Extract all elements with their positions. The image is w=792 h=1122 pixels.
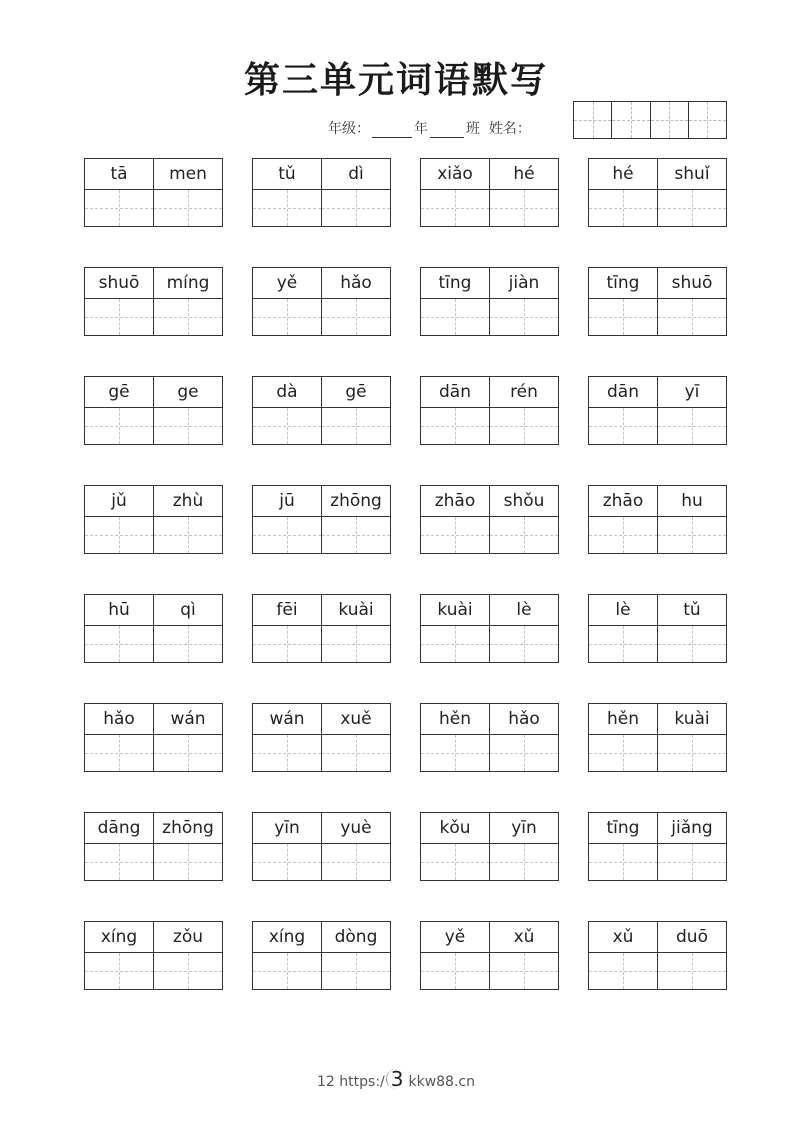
writing-cell[interactable] [322,735,390,771]
char-column [490,159,558,226]
writing-cell[interactable] [85,190,153,226]
pinyin-label: shǒu [490,486,558,517]
writing-cell[interactable] [658,953,726,989]
writing-cell[interactable] [589,517,657,553]
writing-cell[interactable] [322,517,390,553]
word-box [420,921,559,990]
writing-cell[interactable] [253,953,321,989]
char-column [589,159,658,226]
pinyin-label: jǔ [85,486,153,517]
char-column [589,377,658,444]
pinyin-label: xíng [85,922,153,953]
pinyin-label: hu [658,486,726,517]
char-column [154,595,222,662]
writing-cell[interactable] [421,517,489,553]
char-column [658,268,726,335]
word-box [84,812,223,881]
pinyin-label: tā [85,159,153,190]
char-column [85,922,154,989]
name-cell[interactable] [612,102,650,138]
char-column [85,377,154,444]
char-column [658,377,726,444]
char-column [658,922,726,989]
word-box [588,267,727,336]
pinyin-label: xuě [322,704,390,735]
grade-blank[interactable] [372,123,412,138]
word-box [420,812,559,881]
pinyin-label: hū [85,595,153,626]
writing-cell[interactable] [658,299,726,335]
pinyin-label: xiǎo [421,159,489,190]
pinyin-label: shuō [85,268,153,299]
writing-cell[interactable] [421,735,489,771]
writing-cell[interactable] [253,626,321,662]
word-box [588,485,727,554]
char-column [589,813,658,880]
writing-cell[interactable] [253,299,321,335]
writing-cell[interactable] [154,408,222,444]
char-column [490,268,558,335]
char-column [658,159,726,226]
pinyin-label: shuǐ [658,159,726,190]
writing-cell[interactable] [658,517,726,553]
char-column [490,377,558,444]
char-column [421,268,490,335]
pinyin-label: hěn [421,704,489,735]
writing-cell[interactable] [421,953,489,989]
word-box [84,594,223,663]
pinyin-label: wán [154,704,222,735]
pinyin-label: yī [658,377,726,408]
char-column [253,922,322,989]
writing-cell[interactable] [85,517,153,553]
pinyin-label: hǎo [322,268,390,299]
page-number: 3 [386,1069,408,1089]
char-column [322,922,390,989]
name-cell[interactable] [651,102,689,138]
pinyin-label: ge [154,377,222,408]
word-box [84,485,223,554]
writing-cell[interactable] [490,190,558,226]
writing-cell[interactable] [154,517,222,553]
writing-cell[interactable] [589,953,657,989]
word-box [588,594,727,663]
char-column [490,595,558,662]
char-column [154,704,222,771]
pinyin-label: zhōng [154,813,222,844]
char-column [85,704,154,771]
writing-cell[interactable] [253,517,321,553]
writing-cell[interactable] [253,844,321,880]
pinyin-label: dòng [322,922,390,953]
writing-cell[interactable] [154,190,222,226]
word-box [252,594,391,663]
writing-cell[interactable] [658,626,726,662]
writing-cell[interactable] [253,190,321,226]
word-box [252,376,391,445]
writing-cell[interactable] [490,844,558,880]
writing-cell[interactable] [421,626,489,662]
writing-cell[interactable] [658,844,726,880]
char-column [421,377,490,444]
pinyin-label: tǔ [253,159,321,190]
pinyin-label: jiǎng [658,813,726,844]
char-column [253,704,322,771]
pinyin-label: tīng [589,268,657,299]
pinyin-label: tǔ [658,595,726,626]
char-column [589,704,658,771]
writing-cell[interactable] [658,190,726,226]
word-box [420,594,559,663]
writing-cell[interactable] [85,735,153,771]
writing-cell[interactable] [253,408,321,444]
writing-cell[interactable] [490,408,558,444]
char-column [490,922,558,989]
char-column [490,704,558,771]
word-box [420,376,559,445]
pinyin-label: dì [322,159,390,190]
class-blank[interactable] [430,123,464,138]
pinyin-label: míng [154,268,222,299]
pinyin-label: fēi [253,595,321,626]
word-box [84,267,223,336]
pinyin-label: yě [421,922,489,953]
char-column [322,486,390,553]
pinyin-label: zhù [154,486,222,517]
pinyin-label: hǎo [490,704,558,735]
word-box [252,703,391,772]
char-column [85,268,154,335]
writing-cell[interactable] [658,408,726,444]
pinyin-label: qì [154,595,222,626]
writing-cell[interactable] [322,190,390,226]
writing-cell[interactable] [85,953,153,989]
writing-cell[interactable] [85,408,153,444]
writing-cell[interactable] [589,190,657,226]
pinyin-label: xíng [253,922,321,953]
writing-cell[interactable] [322,953,390,989]
char-column [85,159,154,226]
char-column [322,595,390,662]
word-box [420,703,559,772]
pinyin-label: zǒu [154,922,222,953]
pinyin-label: shuō [658,268,726,299]
writing-cell[interactable] [490,735,558,771]
word-box [252,267,391,336]
pinyin-label: kǒu [421,813,489,844]
word-box [588,376,727,445]
char-column [589,922,658,989]
char-column [421,813,490,880]
pinyin-label: hé [589,159,657,190]
word-box [252,158,391,227]
name-cell[interactable] [574,102,612,138]
writing-cell[interactable] [253,735,321,771]
writing-cell[interactable] [154,844,222,880]
char-column [589,486,658,553]
char-column [253,377,322,444]
footer [0,1069,792,1090]
char-column [421,159,490,226]
char-column [322,704,390,771]
pinyin-label: tīng [421,268,489,299]
footer-suffix: kkw88.cn [408,1074,475,1090]
word-box [84,703,223,772]
pinyin-label: dà [253,377,321,408]
writing-cell[interactable] [589,844,657,880]
char-column [658,704,726,771]
word-box [588,703,727,772]
char-column [154,377,222,444]
char-column [658,486,726,553]
pinyin-label: yě [253,268,321,299]
word-box [588,158,727,227]
name-writing-box[interactable] [573,101,727,139]
page-title: 第三单元词语默写 [243,59,548,101]
pinyin-label: xǔ [589,922,657,953]
writing-cell[interactable] [589,735,657,771]
pinyin-label: zhāo [589,486,657,517]
char-column [253,268,322,335]
writing-cell[interactable] [322,299,390,335]
writing-cell[interactable] [421,408,489,444]
char-column [490,486,558,553]
char-column [253,159,322,226]
pinyin-label: lè [490,595,558,626]
char-column [322,159,390,226]
pinyin-label: yīn [253,813,321,844]
pinyin-label: yīn [490,813,558,844]
pinyin-label: wán [253,704,321,735]
word-box [588,921,727,990]
pinyin-label: zhāo [421,486,489,517]
writing-cell[interactable] [490,517,558,553]
writing-cell[interactable] [154,735,222,771]
writing-cell[interactable] [322,626,390,662]
writing-cell[interactable] [85,299,153,335]
char-column [490,813,558,880]
name-cell[interactable] [689,102,726,138]
word-box [420,158,559,227]
char-column [154,159,222,226]
char-column [322,268,390,335]
grade-label: 年级： [328,121,370,137]
word-box [84,376,223,445]
char-column [421,486,490,553]
name-label: 姓名： [488,121,531,137]
word-box [420,267,559,336]
pinyin-label: hěn [589,704,657,735]
char-column [253,595,322,662]
pinyin-label: dān [421,377,489,408]
char-column [85,486,154,553]
writing-cell[interactable] [322,844,390,880]
writing-cell[interactable] [490,299,558,335]
class-label: 班 [466,121,480,137]
writing-cell[interactable] [85,844,153,880]
writing-cell[interactable] [421,844,489,880]
pinyin-label: kuài [658,704,726,735]
writing-cell[interactable] [589,626,657,662]
pinyin-label: tīng [589,813,657,844]
char-column [322,377,390,444]
pinyin-label: xǔ [490,922,558,953]
word-box [420,485,559,554]
word-box [252,812,391,881]
word-box [588,812,727,881]
writing-cell[interactable] [154,953,222,989]
pinyin-label: lè [589,595,657,626]
char-column [253,486,322,553]
year-label: 年 [414,121,428,137]
pinyin-label: hé [490,159,558,190]
pinyin-label: jiàn [490,268,558,299]
char-column [658,813,726,880]
pinyin-label: yuè [322,813,390,844]
pinyin-label: dāng [85,813,153,844]
pinyin-label: gē [322,377,390,408]
char-column [253,813,322,880]
char-column [85,595,154,662]
pinyin-label: men [154,159,222,190]
char-column [421,922,490,989]
pinyin-label: jū [253,486,321,517]
writing-cell[interactable] [421,299,489,335]
writing-cell[interactable] [589,299,657,335]
pinyin-label: hǎo [85,704,153,735]
char-column [421,595,490,662]
pinyin-label: kuài [421,595,489,626]
char-column [589,595,658,662]
writing-cell[interactable] [589,408,657,444]
word-box [252,921,391,990]
pinyin-label: kuài [322,595,390,626]
writing-cell[interactable] [322,408,390,444]
char-column [154,922,222,989]
char-column [154,268,222,335]
word-box [84,158,223,227]
pinyin-label: duō [658,922,726,953]
pinyin-label: gē [85,377,153,408]
word-box [84,921,223,990]
student-info [328,118,531,138]
char-column [85,813,154,880]
char-column [154,486,222,553]
writing-cell[interactable] [658,735,726,771]
writing-cell[interactable] [154,626,222,662]
char-column [658,595,726,662]
char-column [322,813,390,880]
word-grid [84,158,727,990]
writing-cell[interactable] [490,626,558,662]
pinyin-label: zhōng [322,486,390,517]
pinyin-label: rén [490,377,558,408]
footer-prefix: 12 https:/ [317,1074,385,1090]
writing-cell[interactable] [490,953,558,989]
char-column [589,268,658,335]
writing-cell[interactable] [421,190,489,226]
writing-cell[interactable] [85,626,153,662]
writing-cell[interactable] [154,299,222,335]
pinyin-label: dān [589,377,657,408]
char-column [154,813,222,880]
char-column [421,704,490,771]
word-box [252,485,391,554]
